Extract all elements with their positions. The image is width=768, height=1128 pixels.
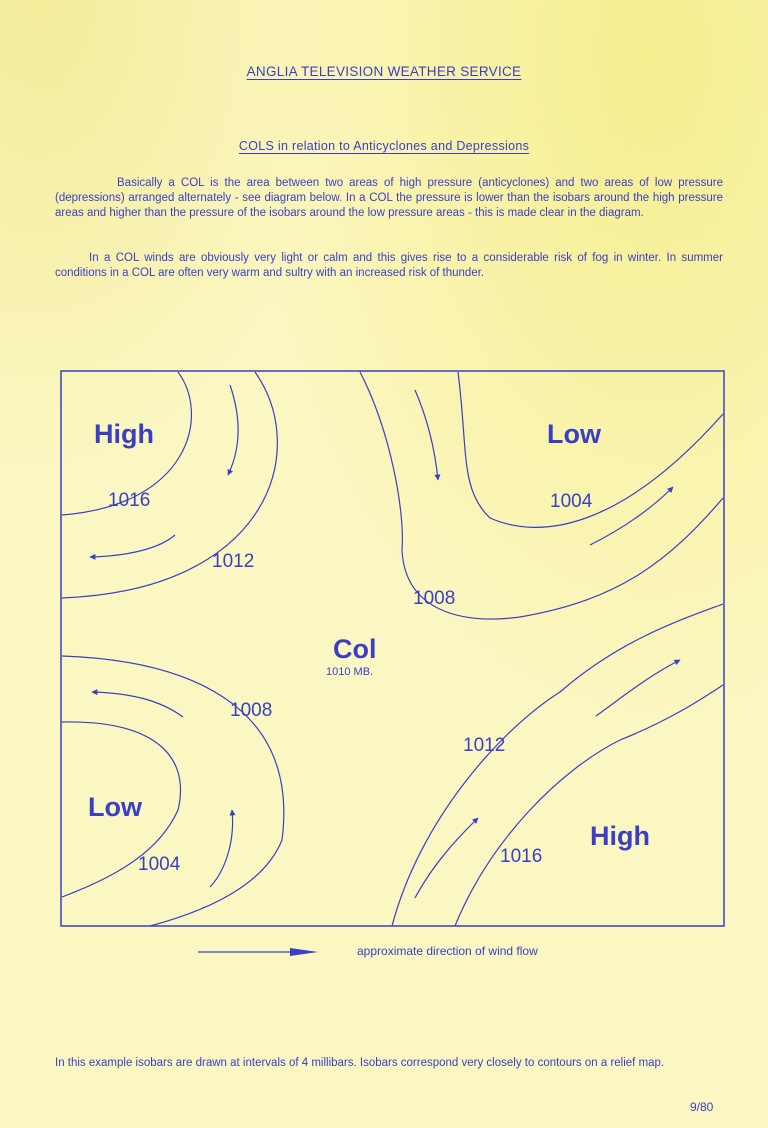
page-title xyxy=(0,64,768,79)
col-pressure-label: 1010 MB. xyxy=(326,666,374,678)
isobar-bl-1008 xyxy=(62,656,284,926)
isobar-br-1016 xyxy=(455,685,723,926)
wind-arrow-tl-1 xyxy=(228,385,238,475)
isobar-label-tl-1016: 1016 xyxy=(108,490,151,511)
page-title-text: ANGLIA TELEVISION WEATHER SERVICE xyxy=(246,64,522,79)
wind-arrow-bl-1 xyxy=(92,692,183,717)
intro-paragraph: Basically a COL is the area between two areas of high pressure (anticyclones) and two areas of low pressure (depressions) arranged alternately - see diagram below. In a COL the pressure is lower than the isobars around the high pressure areas and higher than the pressure of the isobars around the low pressure areas - this is made clear in the diagram. xyxy=(55,177,723,219)
low-label-tr: Low xyxy=(547,419,601,449)
high-label-br: High xyxy=(590,821,650,851)
isobar-br-1012 xyxy=(392,604,723,926)
high-label-tl: High xyxy=(94,419,154,449)
col-diagram xyxy=(60,370,725,927)
wind-arrow-br-1 xyxy=(415,818,478,898)
page-subtitle xyxy=(0,139,768,153)
wind-arrow-br-2 xyxy=(596,660,680,716)
isobar-label-bl-1004: 1004 xyxy=(138,854,181,875)
isobar-label-bl-1008: 1008 xyxy=(230,700,273,721)
footer-note: In this example isobars are drawn at intervals of 4 millibars. Isobars correspond very closely to contours on a relief map. xyxy=(55,1057,665,1069)
isobar-label-tr-1008: 1008 xyxy=(413,588,456,609)
legend-arrow-icon xyxy=(198,944,320,960)
wind-arrow-bl-2 xyxy=(210,810,233,887)
weather-paragraph: In a COL winds are obviously very light or calm and this gives rise to a considerable risk of fog in winter. In summer conditions in a COL are often very warm and sultry with an increased risk of thunder. xyxy=(55,252,723,279)
page-subtitle-text: COLS in relation to Anticyclones and Depressions xyxy=(238,139,530,153)
page-number: 9/80 xyxy=(690,1100,714,1114)
isobar-label-br-1012: 1012 xyxy=(463,735,506,756)
isobar-label-tl-1012: 1012 xyxy=(212,551,255,572)
isobar-label-tr-1004: 1004 xyxy=(550,491,593,512)
low-label-bl: Low xyxy=(88,792,142,822)
isobar-tr-1008 xyxy=(360,372,723,619)
legend-text: approximate direction of wind flow xyxy=(357,944,538,958)
col-label: Col xyxy=(333,634,377,664)
isobar-label-br-1016: 1016 xyxy=(500,846,543,867)
wind-arrow-tl-2 xyxy=(90,535,175,557)
wind-arrow-tr-1 xyxy=(415,390,438,480)
